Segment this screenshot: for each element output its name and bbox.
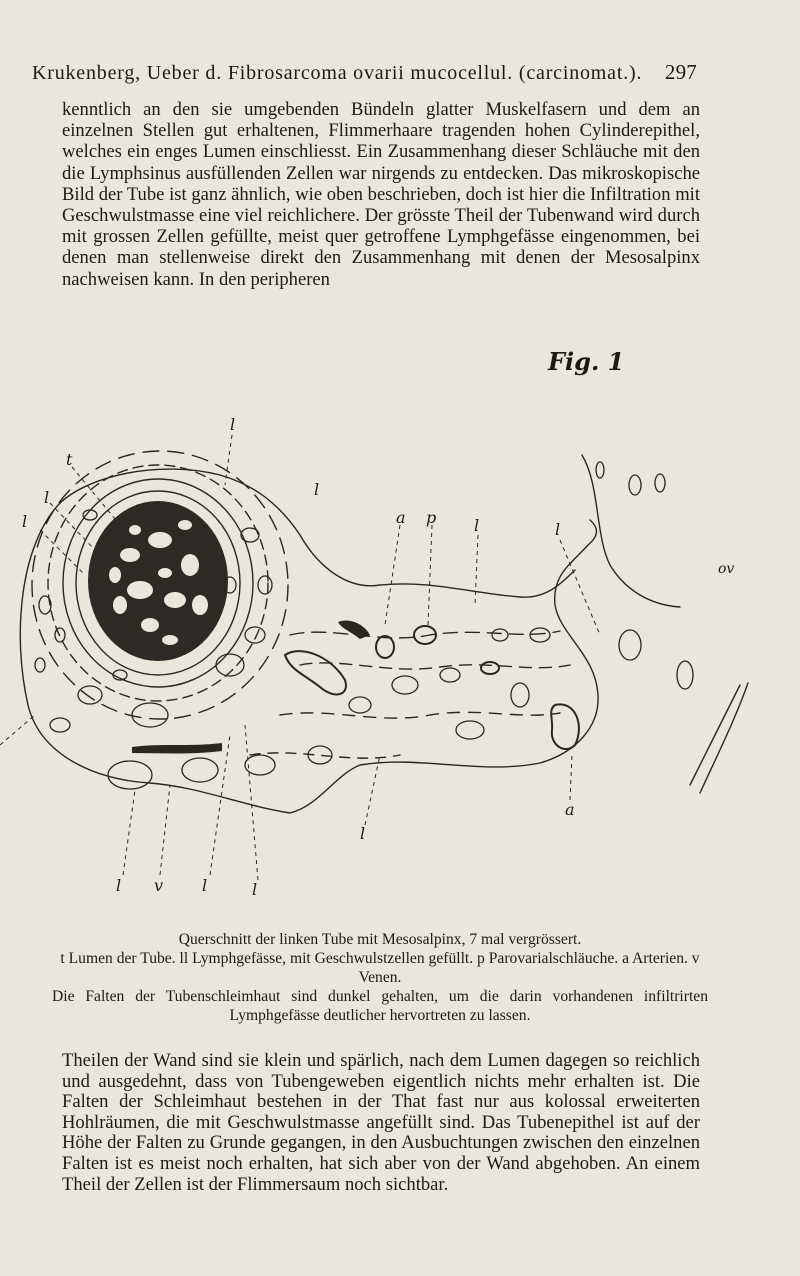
label-leader-lines: [0, 435, 600, 880]
label-l: l: [360, 824, 366, 843]
ovary-edge: [700, 683, 748, 793]
label-p: p: [426, 508, 437, 527]
running-header: [32, 60, 697, 86]
page-number: 297: [664, 60, 697, 84]
label-a: a: [396, 508, 406, 527]
label-l: l: [474, 516, 480, 535]
label-l: l: [22, 512, 28, 531]
running-title: Krukenberg, Ueber d. Fibrosarcoma ovarii mucocellul. (carcinomat.).: [32, 62, 643, 84]
label-v: v: [154, 876, 164, 895]
fibre-line: [280, 712, 560, 718]
label-l: l: [555, 520, 561, 539]
label-t: t: [66, 450, 73, 469]
label-ov: ov: [718, 561, 735, 577]
label-l: l: [314, 480, 320, 499]
figure-label: Fig. 1: [548, 347, 625, 376]
fibre-line: [250, 753, 400, 758]
body-paragraph-top: [62, 99, 700, 290]
tube-lumen: [88, 501, 228, 661]
fibre-line: [300, 663, 570, 669]
label-l: l: [252, 880, 258, 899]
paragraph-text: Theilen der Wand sind sie klein und spärlich, nach dem Lumen dagegen so reichlich und ausgedehnt, dass von Tubengeweben eigentlich nichts mehr erhalten ist. Die Falten der Schleimhaut bestehen in der That fast nur aus kolossal erweiterten Hohlräumen, die mit Geschwulstmasse angefüllt sind. Das Tubenepithel ist auf der Höhe der Falten zu Grunde gegangen, in den Ausbuchtungen zwischen den einzelnen Falten ist es meist noch erhalten, hat sich aber von der Wand abgehoben. An einem Theil der Zellen ist der Flimmersaum noch sichtbar.: [62, 1050, 700, 1195]
figure-caption-title: Querschnitt der linken Tube mit Mesosalpinx, 7 mal vergrössert.: [178, 931, 582, 948]
ovary-edge: [690, 685, 740, 785]
parovarial-tubes: [285, 626, 579, 749]
figure-caption-legend: t Lumen der Tube. ll Lymphgefässe, mit Geschwulstzellen gefüllt. p Parovarialschläuche. a Arterien. v Venen.: [60, 950, 700, 986]
paragraph-text: kenntlich an den sie umgebenden Bündeln glatter Muskelfasern und dem an einzelnen Stellen gut erhaltenen, Flimmerhaare tragenden hohen Cylinderepithel, welches ein enges Lumen einschliesst. Ein Zusammenhang dieser Schläuche mit den die Lymphsinus ausfüllenden Zellen war nirgends zu entdecken. Das mikroskopische Bild der Tube ist ganz ähnlich, wie oben beschrieben, doch ist hier die Infiltration mit Geschwulstmasse eine viel reichlichere. Der grösste Theil der Tubenwand wird durch mit grossen Zellen gefüllte, meist quer getroffene Lymphgefässe eingenommen, bei denen man stellenweise direkt den Zusammenhang mit denen der Mesosalpinx nachweisen kann. In den peripheren: [62, 99, 700, 290]
label-l: l: [202, 876, 208, 895]
fibre-line: [290, 631, 560, 638]
tube-cross-section-drawing: [0, 335, 800, 930]
body-paragraph-bottom: [62, 1051, 700, 1195]
figure-caption-note: Die Falten der Tubenschleimhaut sind dunkel gehalten, um die darin vorhandenen infiltrirten Lymphgefässe deutlicher hervortreten zu lassen.: [52, 988, 708, 1024]
label-l: l: [44, 488, 50, 507]
label-l: l: [230, 415, 236, 434]
label-l: l: [116, 876, 122, 895]
figure-1: [0, 335, 800, 930]
label-a: a: [565, 800, 575, 819]
